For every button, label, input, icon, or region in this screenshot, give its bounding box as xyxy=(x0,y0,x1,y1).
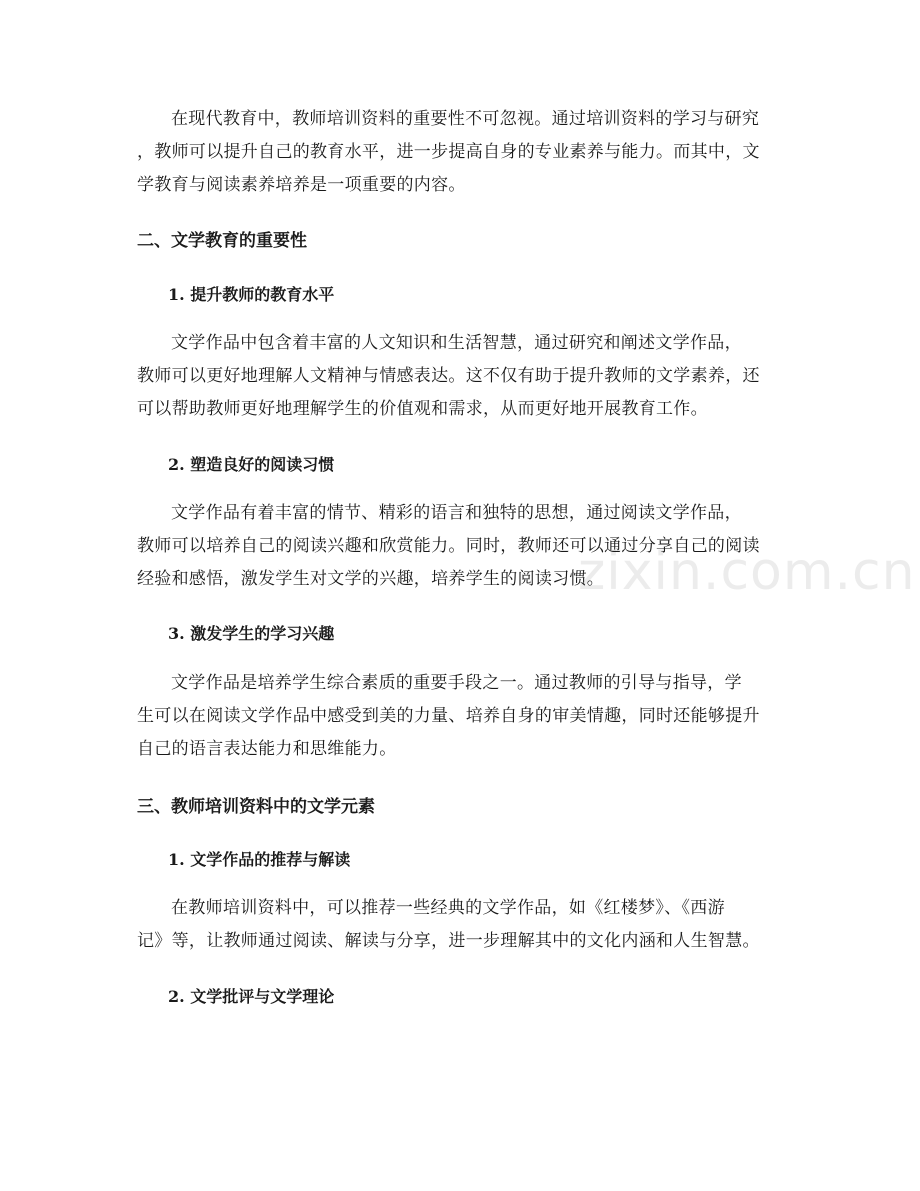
paragraph-line: 教师可以更好地理解人文精神与情感表达。这不仅有助于提升教师的文学素养，还 xyxy=(137,366,760,386)
intro-line: 学教育与阅读素养培养是一项重要的内容。 xyxy=(137,175,466,195)
watermark: zixin.com.cn xyxy=(578,542,916,602)
intro-line: 在现代教育中，教师培训资料的重要性不可忽视。通过培训资料的学习与研究 xyxy=(171,109,760,129)
body-paragraph xyxy=(137,892,785,958)
paragraph-line: 文学作品有着丰富的情节、精彩的语言和独特的思想，通过阅读文学作品， xyxy=(171,503,742,523)
section-heading: 二、文学教育的重要性 xyxy=(137,231,307,251)
subsection-heading: 1. 提升教师的教育水平 xyxy=(168,285,335,304)
paragraph-line: 经验和感悟，激发学生对文学的兴趣，培养学生的阅读习惯。 xyxy=(137,569,605,589)
subsection-heading: 2. 文学批评与文学理论 xyxy=(168,987,335,1006)
paragraph-line: 文学作品中包含着丰富的人文知识和生活智慧，通过研究和阐述文学作品， xyxy=(171,333,742,353)
paragraph-line: 可以帮助教师更好地理解学生的价值观和需求，从而更好地开展教育工作。 xyxy=(137,399,708,419)
paragraph-line: 文学作品是培养学生综合素质的重要手段之一。通过教师的引导与指导，学 xyxy=(171,673,742,693)
body-paragraph xyxy=(137,327,785,426)
paragraph-line: 教师可以培养自己的阅读兴趣和欣赏能力。同时，教师还可以通过分享自己的阅读 xyxy=(137,536,760,556)
intro-paragraph xyxy=(137,103,785,202)
paragraph-line: 在教师培训资料中，可以推荐一些经典的文学作品，如《红楼梦》、《西游 xyxy=(171,898,725,918)
body-paragraph xyxy=(137,667,785,766)
section-heading: 三、教师培训资料中的文学元素 xyxy=(137,797,375,817)
paragraph-line: 自己的语言表达能力和思维能力。 xyxy=(137,739,397,759)
body-paragraph xyxy=(137,497,785,596)
paragraph-line: 生可以在阅读文学作品中感受到美的力量、培养自身的审美情趣，同时还能够提升 xyxy=(137,706,760,726)
intro-line: ，教师可以提升自己的教育水平，进一步提高自身的专业素养与能力。而其中，文 xyxy=(137,142,760,162)
subsection-heading: 1. 文学作品的推荐与解读 xyxy=(168,850,351,869)
subsection-heading: 2. 塑造良好的阅读习惯 xyxy=(168,455,335,474)
paragraph-line: 记》等，让教师通过阅读、解读与分享，进一步理解其中的文化内涵和人生智慧。 xyxy=(137,931,760,951)
subsection-heading: 3. 激发学生的学习兴趣 xyxy=(168,624,335,643)
